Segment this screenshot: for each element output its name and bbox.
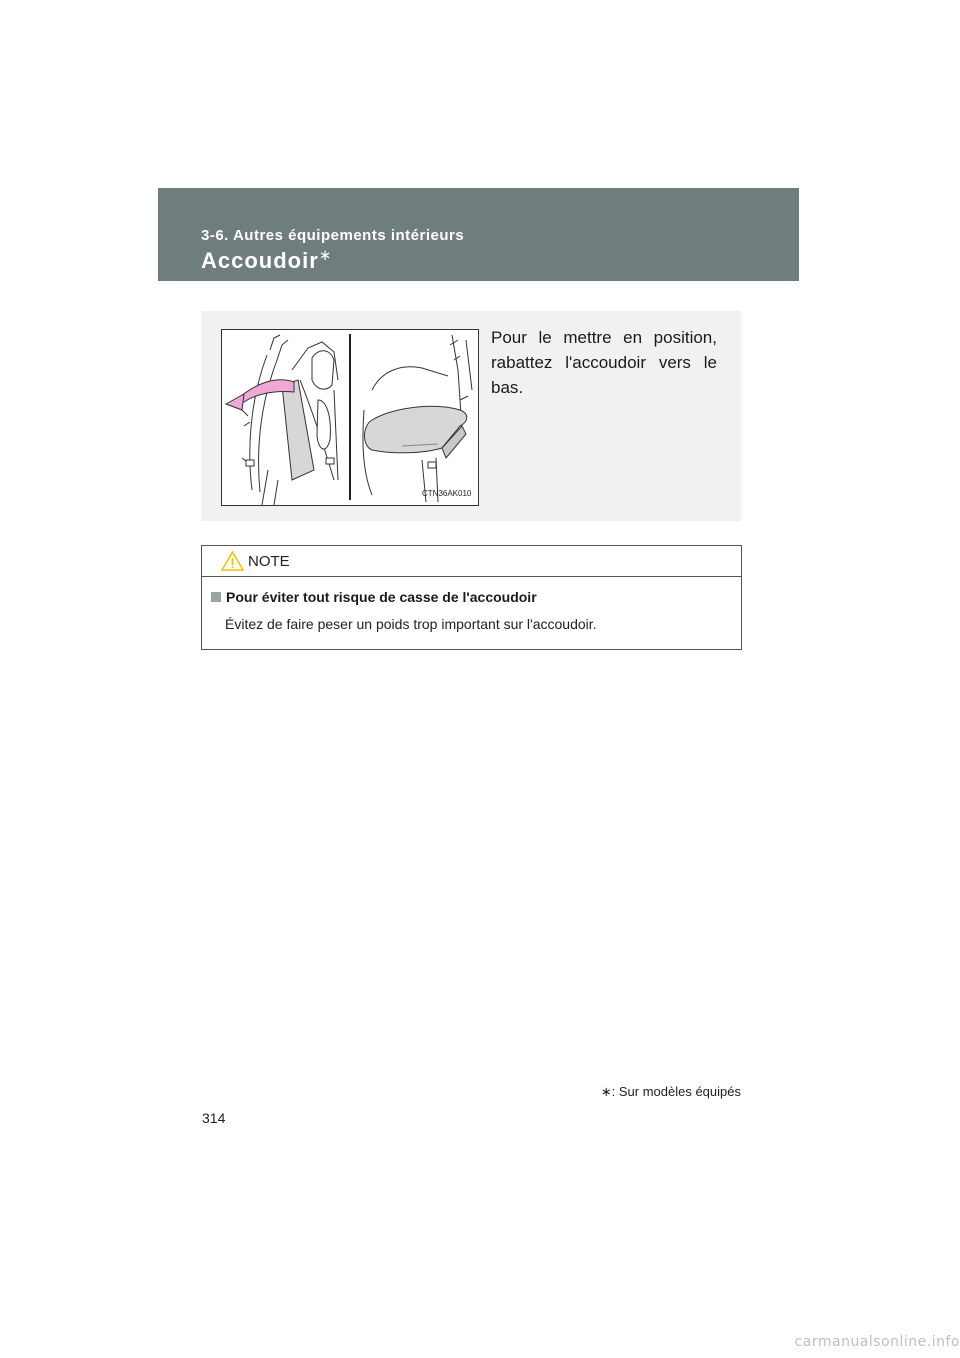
square-bullet-icon [211,592,221,602]
note-title-row [211,589,537,605]
instruction-text: Pour le mettre en position, rabattez l'accoudoir vers le bas. [491,328,717,397]
note-body: Évitez de faire peser un poids trop important sur l'accoudoir. [225,616,597,632]
note-label: NOTE [248,553,290,570]
warning-icon [221,551,244,571]
figure-code: CTN36AK010 [422,489,472,498]
watermark: carmanualsonline.info [794,1334,960,1350]
note-title: Pour éviter tout risque de casse de l'accoudoir [226,589,537,605]
page-title [201,248,332,274]
note-box [201,545,742,650]
page-title-text: Accoudoir [201,248,319,273]
armrest-drawing [222,330,478,505]
info-panel [201,311,741,521]
armrest-illustration [221,329,479,506]
page-number: 314 [202,1110,226,1126]
title-asterisk: ∗ [318,247,333,264]
header-band [158,188,799,281]
note-header [202,546,741,577]
section-label: 3-6. Autres équipements intérieurs [201,227,465,244]
footnote: ∗: Sur modèles équipés [600,1084,741,1099]
